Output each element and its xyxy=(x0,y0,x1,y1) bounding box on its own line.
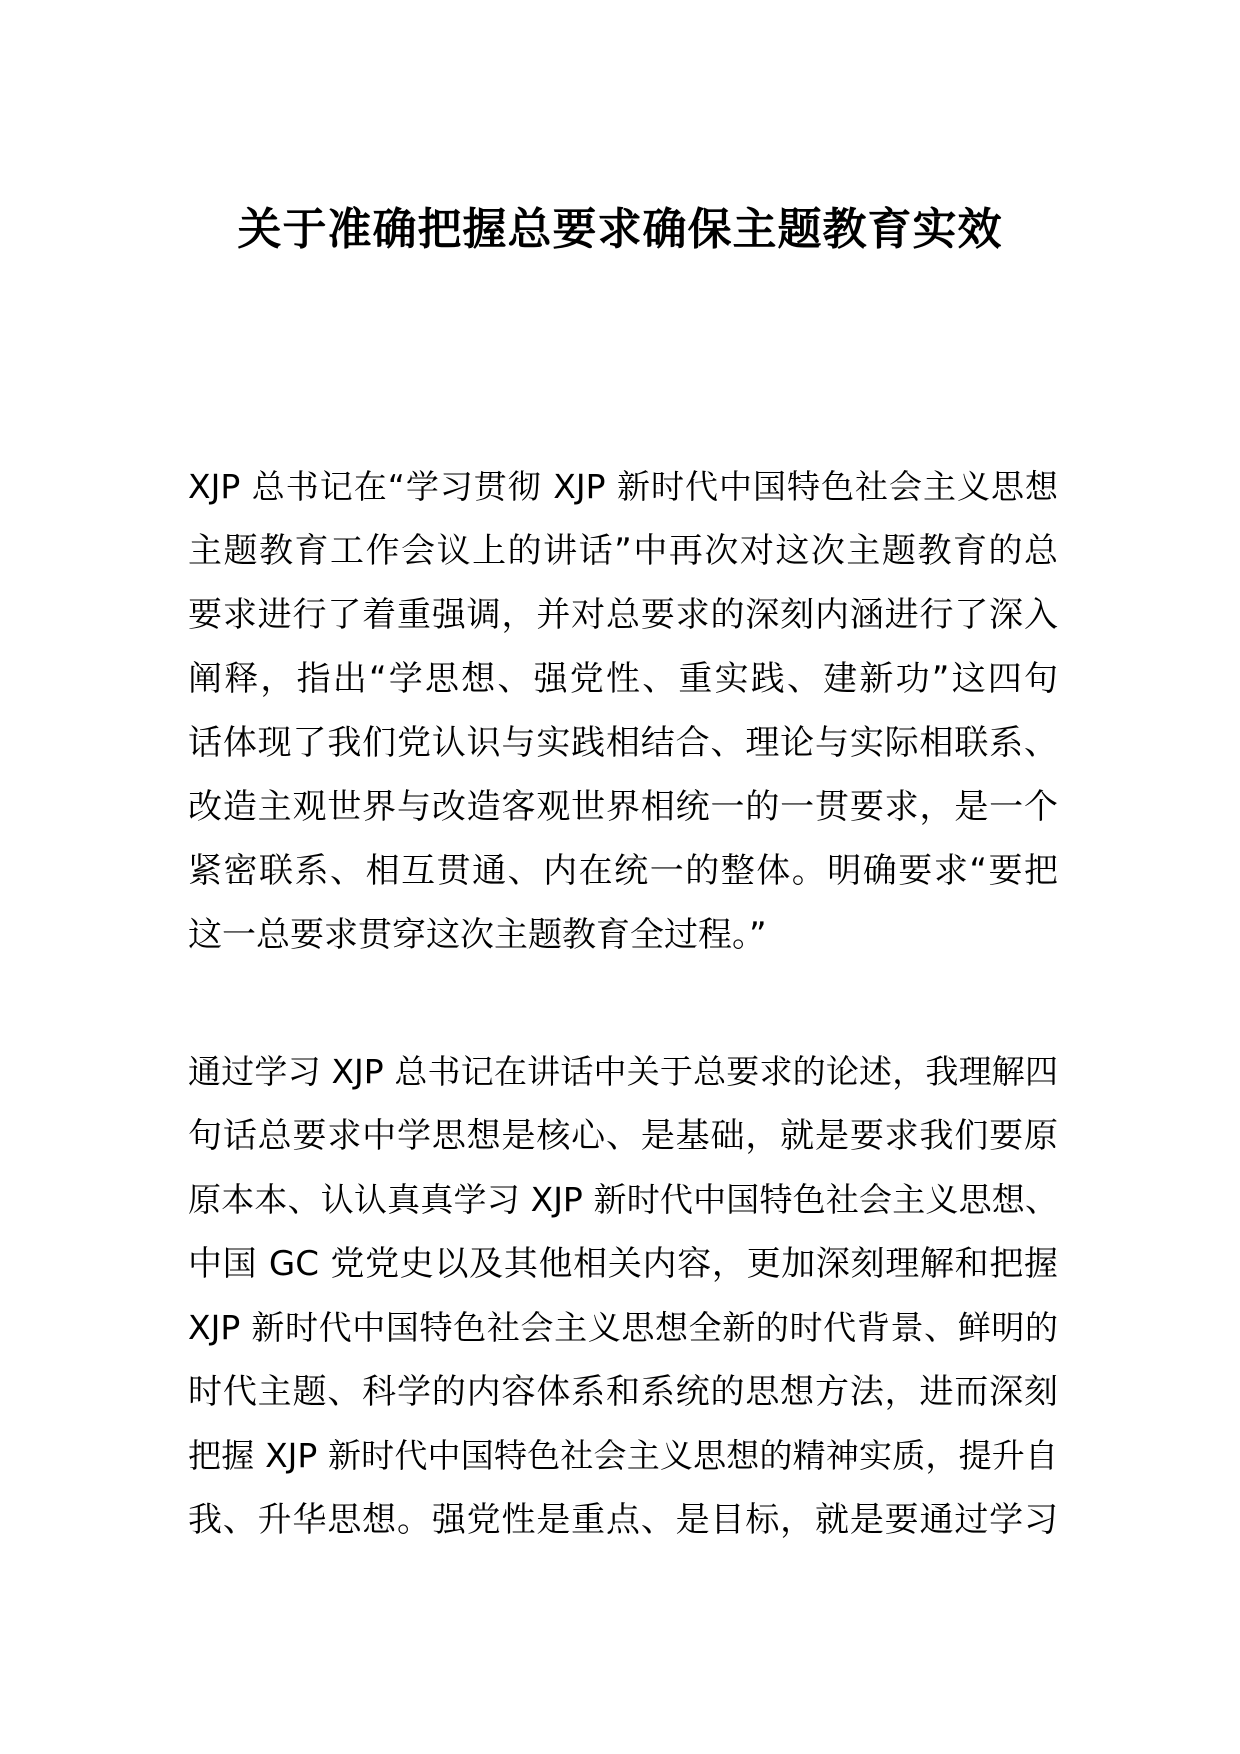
paragraph-line: 原本本、认认真真学习 XJP 新时代中国特色社会主义思想、 xyxy=(188,1180,1058,1219)
paragraph-line: 中国 GC 党党史以及其他相关内容，更加深刻理解和把握 xyxy=(188,1244,1058,1284)
paragraph-line: XJP 新时代中国特色社会主义思想全新的时代背景、鲜明的 xyxy=(188,1308,1058,1347)
paragraph-line: 时代主题、科学的内容体系和系统的思想方法，进而深刻 xyxy=(188,1372,1058,1412)
paragraph-line: 紧密联系、相互贯通、内在统一的整体。明确要求“要把 xyxy=(188,851,1058,891)
document-title: 关于准确把握总要求确保主题教育实效 xyxy=(237,204,1003,255)
body-paragraph-2 xyxy=(188,1040,1058,1552)
paragraph-line: 句话总要求中学思想是核心、是基础，就是要求我们要原 xyxy=(188,1116,1058,1156)
paragraph-line: 我、升华思想。强党性是重点、是目标，就是要通过学习 xyxy=(188,1500,1058,1540)
paragraph-line: XJP 总书记在“学习贯彻 XJP 新时代中国特色社会主义思想 xyxy=(188,467,1058,506)
paragraph-line: 通过学习 XJP 总书记在讲话中关于总要求的论述，我理解四 xyxy=(188,1052,1058,1091)
paragraph-line: 改造主观世界与改造客观世界相统一的一贯要求，是一个 xyxy=(188,787,1058,827)
body-paragraph-1 xyxy=(188,455,1058,967)
paragraph-line: 要求进行了着重强调，并对总要求的深刻内涵进行了深入 xyxy=(188,595,1058,635)
paragraph-line: 这一总要求贯穿这次主题教育全过程。” xyxy=(188,915,767,955)
paragraph-line: 把握 XJP 新时代中国特色社会主义思想的精神实质，提升自 xyxy=(188,1436,1058,1475)
paragraph-line: 阐释，指出“学思想、强党性、重实践、建新功”这四句 xyxy=(188,659,1058,699)
paragraph-line: 主题教育工作会议上的讲话”中再次对这次主题教育的总 xyxy=(188,531,1058,571)
paragraph-line: 话体现了我们党认识与实践相结合、理论与实际相联系、 xyxy=(188,723,1058,763)
